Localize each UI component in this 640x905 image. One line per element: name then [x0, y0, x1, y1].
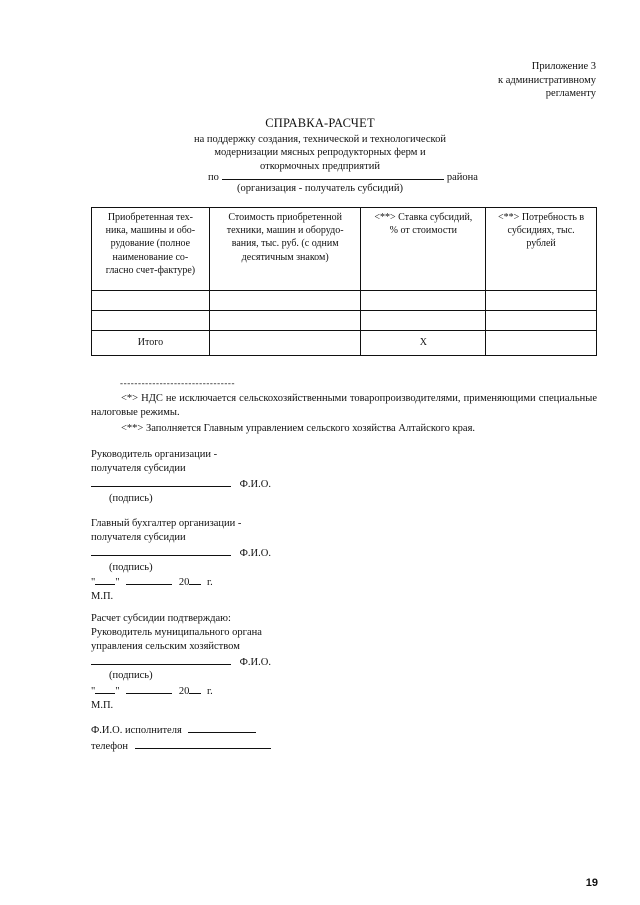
head-title-line-2: получателя субсидии: [91, 462, 186, 474]
confirm-sign-caption: (подпись): [109, 670, 153, 682]
confirm-line-3: управления сельским хозяйством: [91, 640, 240, 652]
table-row: [92, 291, 597, 311]
total-need-cell[interactable]: [486, 331, 597, 356]
calculation-table: [91, 207, 597, 356]
head-signature-block: [91, 448, 271, 505]
total-cost-cell[interactable]: [209, 331, 361, 356]
confirm-line-1: Расчет субсидии подтверждаю:: [91, 613, 231, 624]
header-cost: Стоимость приобретенной техники, машин и оборудо- вания, тыс. руб. (с одним десятичным знаком): [209, 208, 361, 291]
date-month-field[interactable]: [126, 574, 172, 585]
footnote-separator: --------------------------------: [120, 378, 236, 388]
stamp-label: М.П.: [91, 591, 114, 603]
total-rate-cell: Х: [361, 331, 486, 356]
table-cell[interactable]: [209, 291, 361, 311]
executor-block: [91, 722, 271, 754]
confirm-signature-line: [91, 654, 271, 670]
head-fio-label: Ф.И.О.: [239, 478, 271, 490]
table-cell[interactable]: [361, 291, 486, 311]
title-block: [0, 115, 640, 174]
footnote-fill: <**> Заполняется Главным управлением сельского хозяйства Алтайского края.: [121, 423, 476, 434]
page-number: 19: [585, 877, 598, 889]
document-subtitle: [0, 133, 640, 175]
annex-line-3: регламенту: [545, 88, 596, 100]
accountant-sign-caption: (подпись): [109, 561, 153, 573]
accountant-signature-line: [91, 545, 271, 561]
accountant-date-line: " " 20 г.: [91, 574, 271, 590]
subtitle-line-2: модернизации мясных репродукторных ферм и: [214, 147, 426, 159]
subtitle-line-3: откормочных предприятий: [260, 161, 380, 173]
head-signature-field[interactable]: [91, 476, 231, 487]
district-suffix: района: [446, 172, 478, 183]
phone-line: [91, 738, 271, 754]
table-total-row: [92, 331, 597, 356]
head-sign-caption: (подпись): [109, 492, 153, 504]
executor-field[interactable]: [188, 722, 256, 733]
phone-field[interactable]: [135, 738, 271, 749]
confirm-line-2: Руководитель муниципального органа: [91, 626, 262, 638]
head-title-line-1: Руководитель организации -: [91, 449, 218, 460]
accountant-title-line-1: Главный бухгалтер организации -: [91, 518, 242, 529]
date-month-field[interactable]: [126, 683, 172, 694]
annex-line-1: Приложение 3: [531, 61, 596, 72]
annex-reference: [396, 60, 596, 101]
total-label: Итого: [92, 331, 210, 356]
accountant-signature-block: [91, 517, 271, 604]
header-subsidy-rate: <**> Ставка субсидий, % от стоимости: [361, 208, 486, 291]
confirm-signature-field[interactable]: [91, 654, 231, 665]
table-cell[interactable]: [486, 291, 597, 311]
header-subsidy-need: <**> Потребность в субсидиях, тыс. рублей: [486, 208, 597, 291]
phone-label: телефон: [91, 740, 128, 752]
date-day-field[interactable]: [95, 683, 115, 694]
subtitle-line-1: на поддержку создания, технической и технологической: [194, 133, 446, 145]
district-blank-field[interactable]: [222, 169, 444, 180]
table-cell[interactable]: [209, 311, 361, 331]
footnote-vat: <*> НДС не исключается сельскохозяйственными товаропроизводителями, применяющими специальные налоговые режимы.: [91, 393, 597, 418]
accountant-title-line-2: получателя субсидии: [91, 531, 186, 543]
table-cell[interactable]: [92, 291, 210, 311]
executor-line: [91, 722, 271, 738]
executor-label: Ф.И.О. исполнителя: [91, 725, 182, 736]
accountant-fio-label: Ф.И.О.: [239, 547, 271, 559]
table-cell[interactable]: [92, 311, 210, 331]
table-row: [92, 311, 597, 331]
accountant-signature-field[interactable]: [91, 545, 231, 556]
table-header-row: [92, 208, 597, 291]
confirm-signature-block: [91, 612, 271, 713]
stamp-label: М.П.: [91, 700, 114, 712]
date-year-field[interactable]: [189, 683, 201, 694]
district-prefix: по: [208, 172, 219, 183]
organization-caption: (организация - получатель субсидий): [237, 183, 403, 194]
document-title: СПРАВКА-РАСЧЕТ: [265, 116, 375, 130]
head-signature-line: [91, 476, 271, 492]
annex-line-2: к административному: [498, 74, 596, 86]
table-cell[interactable]: [361, 311, 486, 331]
confirm-date-line: " " 20 г.: [91, 683, 271, 699]
date-year-field[interactable]: [189, 574, 201, 585]
confirm-fio-label: Ф.И.О.: [239, 656, 271, 668]
date-day-field[interactable]: [95, 574, 115, 585]
table-cell[interactable]: [486, 311, 597, 331]
header-equipment: Приобретенная тех- ника, машины и обо- рудование (полное наименование со- гласно счет-фактуре): [92, 208, 210, 291]
